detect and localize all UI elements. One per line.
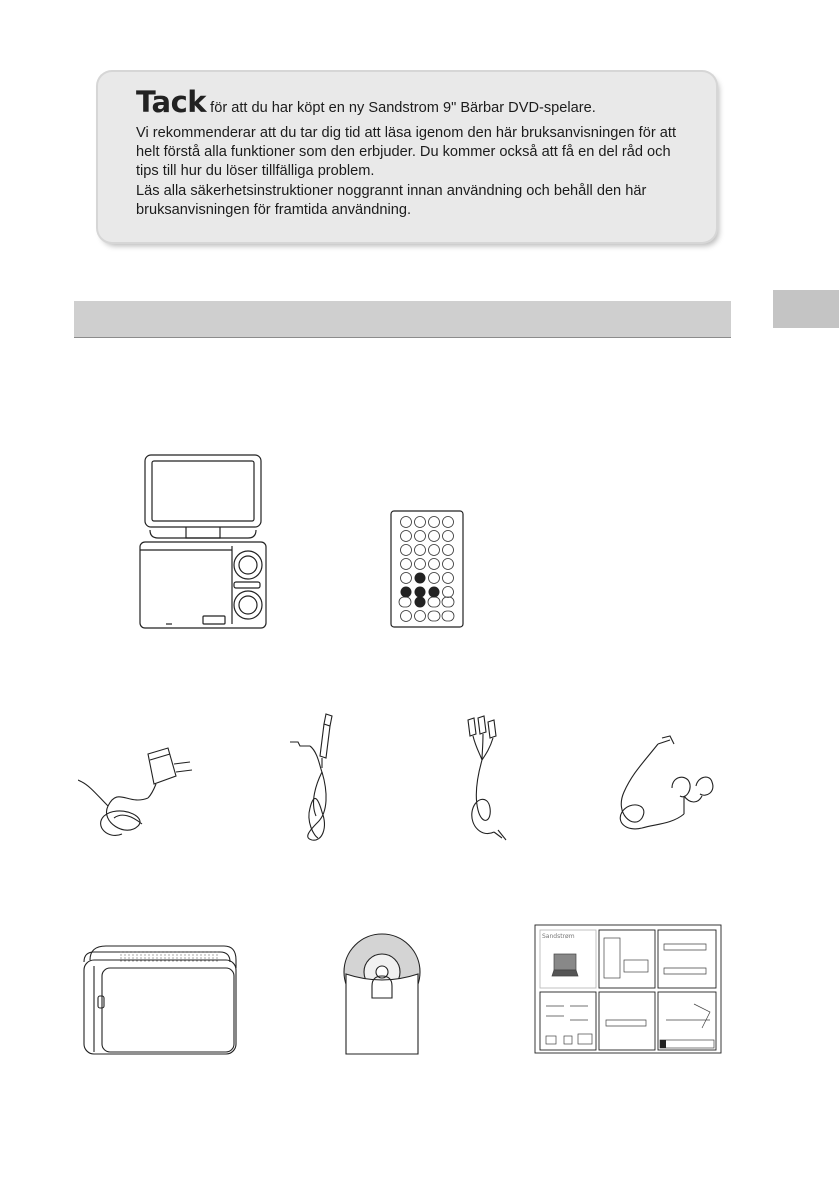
section-header-bar [74, 301, 731, 337]
earphones-icon [612, 734, 730, 834]
ac-adapter-icon [78, 746, 208, 842]
intro-text [136, 86, 696, 220]
disc-sleeve-icon [342, 932, 422, 1058]
car-adapter-icon [288, 712, 350, 844]
intro-paragraph-2: Vi rekommenderar att du tar dig tid att läsa igenom den här bruksanvisningen för att helt förstå alla funktioner som den erbjuder. Du kommer också att få en del råd och tips till hur du löser tillfälliga problem. [136, 125, 676, 180]
portable-dvd-player-icon [138, 452, 268, 632]
intro-paragraph-3: Läs alla säkerhetsinstruktioner noggrannt innan användning och behåll den här bruksanvisningen för framtida användning. [136, 182, 647, 218]
av-cable-icon [462, 714, 514, 842]
quick-guide-icon [534, 924, 722, 1054]
language-side-tab [773, 290, 839, 328]
intro-line-1-rest: för att du har köpt en ny Sandstrom 9" Bärbar DVD-spelare. [206, 100, 596, 116]
carry-bag-icon [80, 942, 240, 1058]
tack-word: Tack [136, 85, 207, 119]
quick-guide-brand: Sandstrøm [542, 933, 575, 940]
intro-line-1 [136, 86, 696, 124]
section-header-underline [74, 337, 731, 338]
remote-control-icon [390, 510, 464, 628]
